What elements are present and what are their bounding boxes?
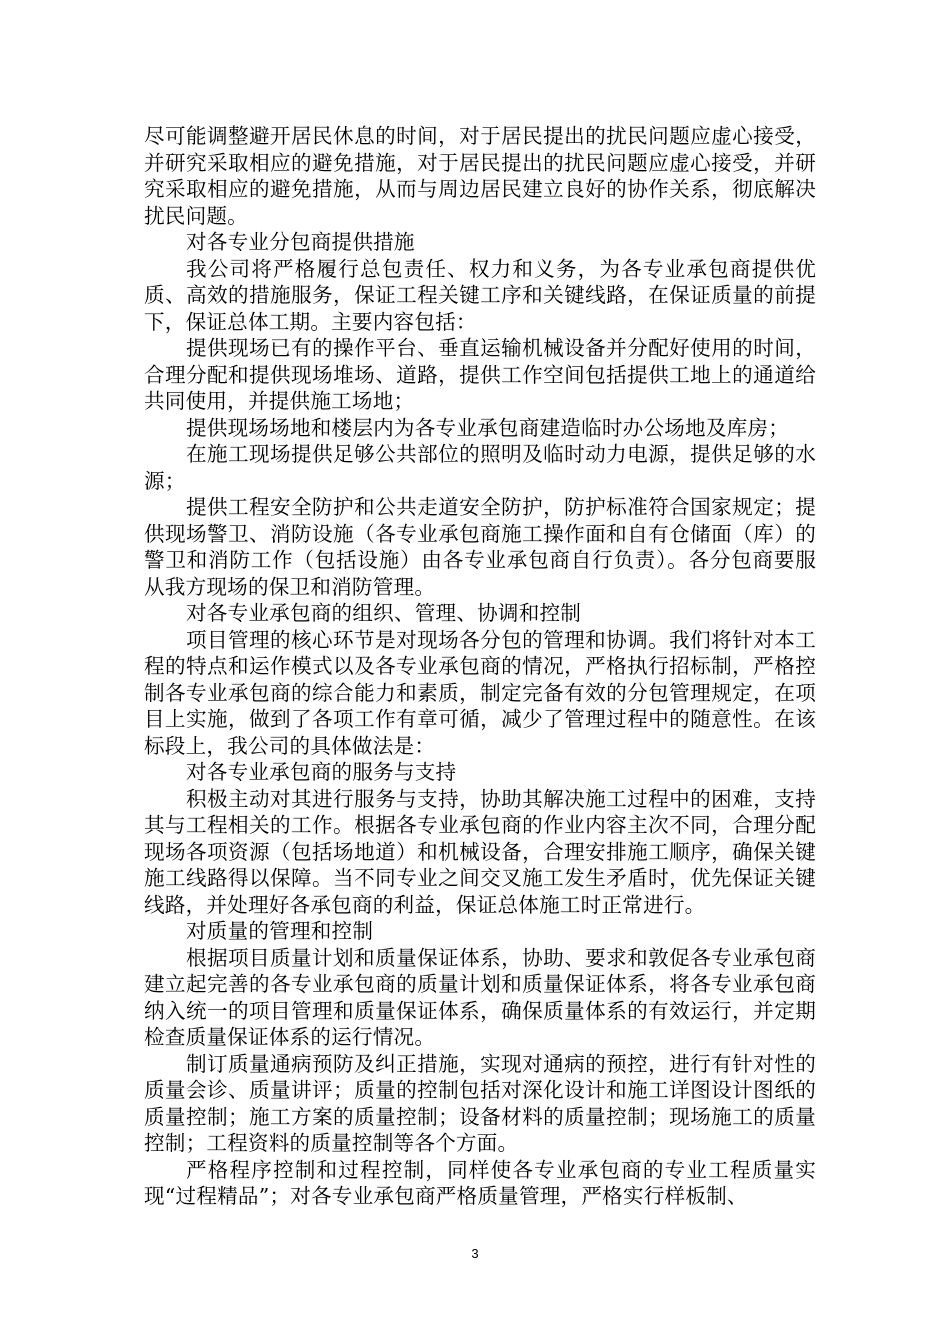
paragraph-3: 我公司将严格履行总包责任、权力和义务，为各专业承包商提供优质、高效的措施服务，保证工程关键工序和关键线路，在保证质量的前提下，保证总体工期。主要内容包括： [144, 256, 816, 334]
paragraph-11: 积极主动对其进行服务与支持，协助其解决施工过程中的困难，支持其与工程相关的工作。根据各专业承包商的作业内容主次不同，合理分配现场各项资源（包括场地道）和机械设备，合理安排施工顺序，确保关键施工线路得以保障。当不同专业之间交叉施工发生矛盾时，优先保证关键线路，并处理好各承包商的利益，保证总体施工时正常进行。 [144, 786, 816, 917]
paragraph-5: 提供现场场地和楼层内为各专业承包商建造临时办公场地及库房； [186, 415, 790, 440]
paragraph-7: 提供工程安全防护和公共走道安全防护，防护标准符合国家规定；提供现场警卫、消防设施（各专业承包商施工操作面和自有仓储面（库）的警卫和消防工作（包括设施）由各专业承包商自行负责）。各分包商要服从我方现场的保卫和消防管理。 [144, 495, 816, 599]
paragraph-4: 提供现场已有的操作平台、垂直运输机械设备并分配好使用的时间，合理分配和提供现场堆场、道路，提供工作空间包括提供工地上的通道给共同使用，并提供施工场地； [144, 336, 816, 413]
document-body [144, 123, 816, 1210]
section-heading-subcontractor-measures: 对各专业分包商提供措施 [186, 230, 415, 254]
paragraph-1: 尽可能调整避开居民休息的时间，对于居民提出的扰民问题应虚心接受，并研究采取相应的避免措施，对于居民提出的扰民问题应虚心接受，并研究采取相应的避免措施，从而与周边居民建立良好的协作关系，彻底解决扰民问题。 [144, 124, 816, 228]
paragraph-9: 项目管理的核心环节是对现场各分包的管理和协调。我们将针对本工程的特点和运作模式以及各专业承包商的情况，严格执行招标制，严格控制各专业承包商的综合能力和素质，制定完备有效的分包管理规定，在项目上实施，做到了各项工作有章可循，减少了管理过程中的随意性。在该标段上，我公司的具体做法是： [144, 627, 816, 758]
section-heading-quality-control: 对质量的管理和控制 [186, 919, 374, 943]
paragraph-13: 根据项目质量计划和质量保证体系，协助、要求和敦促各专业承包商建立起完善的各专业承包商的质量计划和质量保证体系，将各专业承包商纳入统一的项目管理和质量保证体系，确保质量体系的有效运行，并定期检查质量保证体系的运行情况。 [144, 945, 816, 1049]
paragraph-14: 制订质量通病预防及纠正措施，实现对通病的预控，进行有针对性的质量会诊、质量讲评；质量的控制包括对深化设计和施工详图设计图纸的质量控制；施工方案的质量控制；设备材料的质量控制；现场施工的质量控制；工程资料的质量控制等各个方面。 [144, 1051, 816, 1155]
page-number: 3 [471, 1246, 479, 1261]
paragraph-15: 严格程序控制和过程控制，同样使各专业承包商的专业工程质量实现“过程精品”；对各专业承包商严格质量管理，严格实行样板制、 [144, 1157, 816, 1208]
section-heading-organization-management: 对各专业承包商的组织、管理、协调和控制 [186, 601, 582, 625]
paragraph-6: 在施工现场提供足够公共部位的照明及临时动力电源，提供足够的水源； [144, 442, 816, 493]
section-heading-service-support: 对各专业承包商的服务与支持 [186, 760, 457, 784]
